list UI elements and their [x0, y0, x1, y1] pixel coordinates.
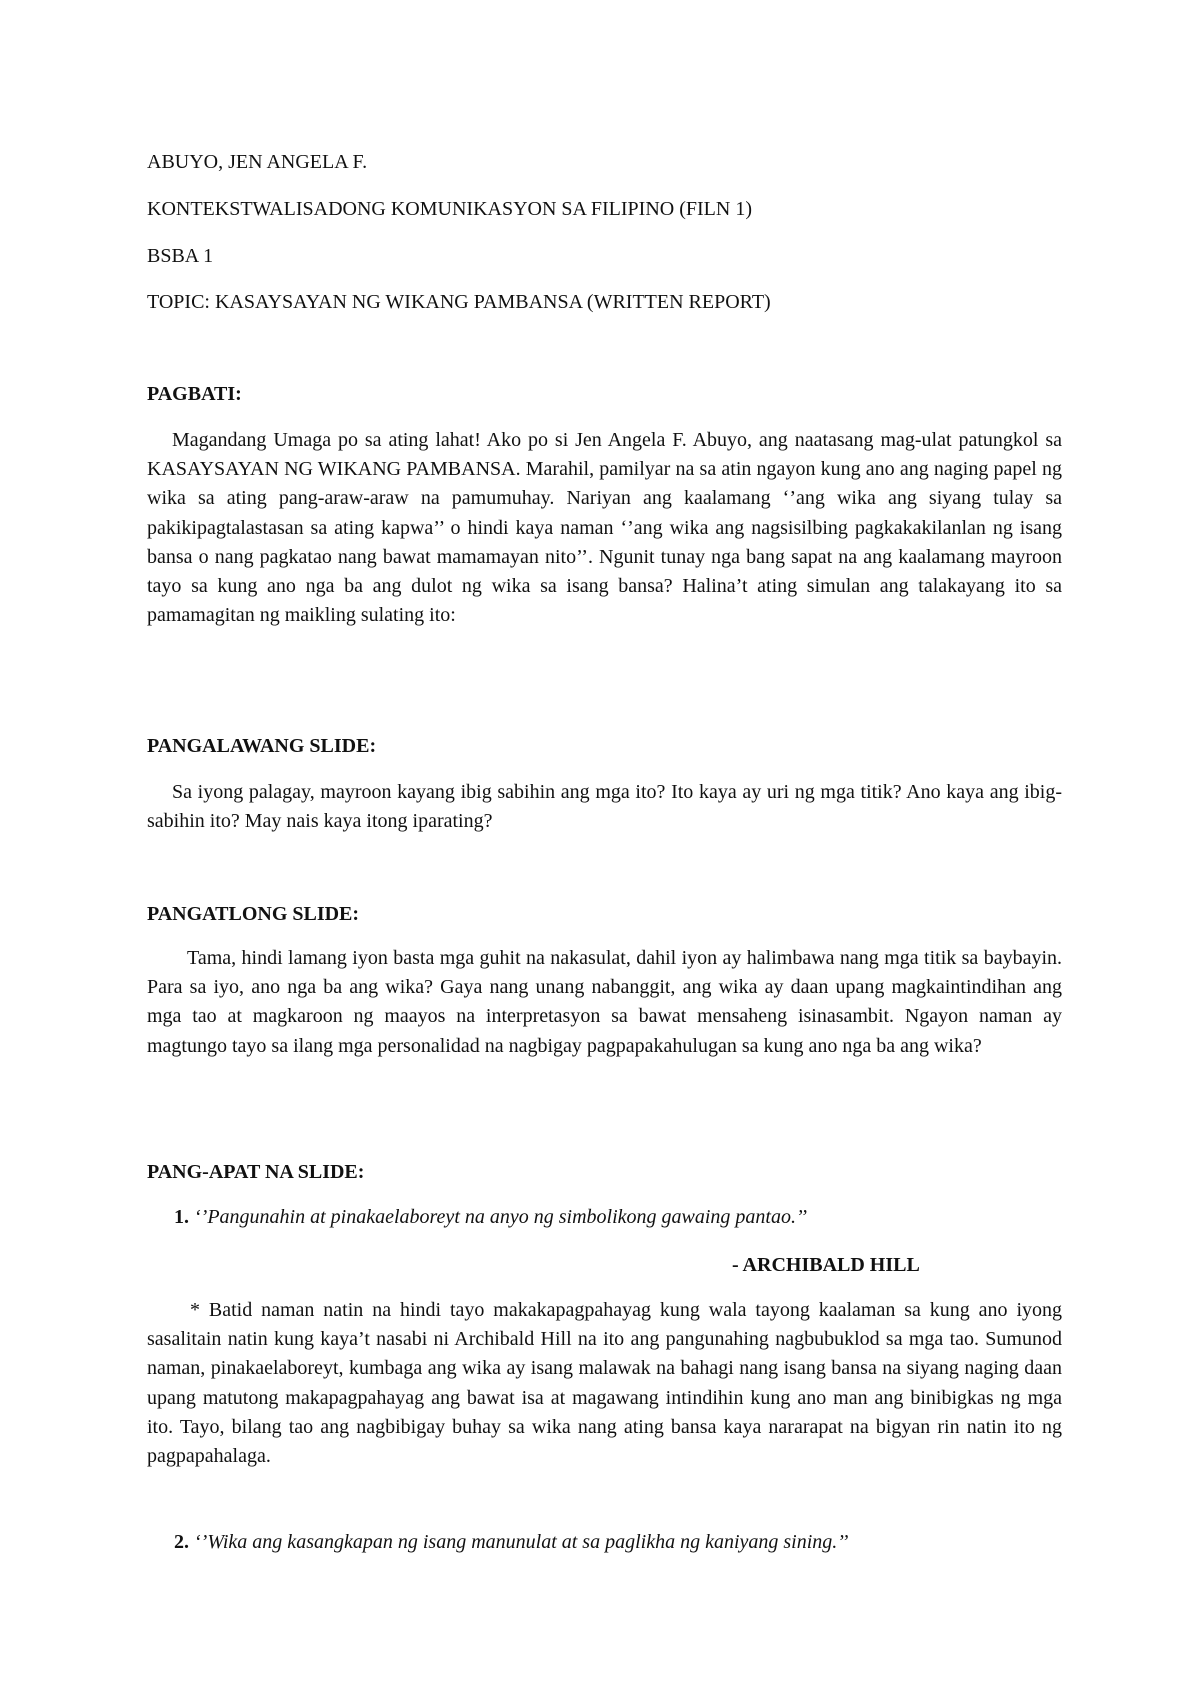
paragraph-pagbati: Magandang Umaga po sa ating lahat! Ako po si Jen Angela F. Abuyo, ang naatasang mag-ulat patungkol sa KASAYSAYAN NG WIKANG PAMBANSA. Marahil, pamilyar na sa atin ngayon kung ano ang naging papel ng wika sa ating pang-araw-araw na pamumuhay. Nariyan ang kaalamang ‘’ang wika ang siyang tulay sa pakikipagtalastasan sa ating kapwa’’ o hindi kaya naman ‘’ang wika ang nagsisilbing pagkakakilanlan ng isang bansa o nang pagkatao nang bawat mamamayan nito’’. Ngunit tunay nga bang sapat na ang kaalamang mayroon tayo sa kung ano nga ba ang dulot ng wika sa isang bansa? Halina’t ating simulan ang talakayang ito sa pamamagitan ng maikling sulating ito: — [147, 429, 1062, 627]
paragraph-pangatlong-slide: Tama, hindi lamang iyon basta mga guhit na nakasulat, dahil iyon ay halimbawa nang mga titik sa baybayin. Para sa iyo, ano nga ba ang wika? Gaya nang unang nabanggit, ang wika ay daan upang magkaintindihan ang mga tao at magkaroon ng maayos na interpretasyon sa bawat mensaheng isinasambit. Ngayon naman ay magtungo tayo sa ilang mga personalidad na nagbigay pagpapakahulugan sa kung ano nga ba ang wika? — [147, 947, 1062, 1057]
quote-item-1 — [174, 1205, 807, 1229]
heading-pangalawang-slide: PANGALAWANG SLIDE: — [147, 735, 377, 757]
quote-text: ‘’Wika ang kasangkapan ng isang manunulat at sa paglikha ng kaniyang sining.’’ — [194, 1531, 849, 1553]
heading-pangatlong-slide: PANGATLONG SLIDE: — [147, 903, 360, 925]
quote-number: 1. — [174, 1206, 189, 1228]
student-name: ABUYO, JEN ANGELA F. — [147, 151, 368, 173]
heading-pang-apat-na-slide: PANG-APAT NA SLIDE: — [147, 1161, 365, 1183]
course-title: KONTEKSTWALISADONG KOMUNIKASYON SA FILIPINO (FILN 1) — [147, 198, 752, 220]
paragraph-pangalawang-slide: Sa iyong palagay, mayroon kayang ibig sabihin ang mga ito? Ito kaya ay uri ng mga titik? Ano kaya ang ibig-sabihin ito? May nais kaya itong iparating? — [147, 781, 1062, 833]
quote-attribution: - ARCHIBALD HILL — [732, 1254, 920, 1276]
topic-line: TOPIC: KASAYSAYAN NG WIKANG PAMBANSA (WRITTEN REPORT) — [147, 291, 771, 313]
quote-number: 2. — [174, 1531, 189, 1553]
quote-text: ‘’Pangunahin at pinakaelaboreyt na anyo ng simbolikong gawaing pantao.’’ — [194, 1206, 808, 1228]
quote-item-2 — [174, 1530, 848, 1554]
paragraph-quote-explanation: * Batid naman natin na hindi tayo makakapagpahayag kung wala tayong kaalaman sa kung ano iyong sasalitain natin kung kaya’t nasabi ni Archibald Hill na ito ang pangunahing nagbubuklod sa mga tao. Sumunod naman, pinakaelaboreyt, kumbaga ang wika ay isang malawak na bahagi nang isang bansa na siyang naging daan upang matutong makapagpahayag ang bawat isa at magawang intindihin kung ano man ang binibigkas ng mga ito. Tayo, bilang tao ang nagbibigay buhay sa wika nang ating bansa kaya nararapat na bigyan rin natin ito ng pagpapahalaga. — [147, 1299, 1062, 1468]
heading-pagbati: PAGBATI: — [147, 383, 242, 405]
class-section: BSBA 1 — [147, 245, 214, 267]
